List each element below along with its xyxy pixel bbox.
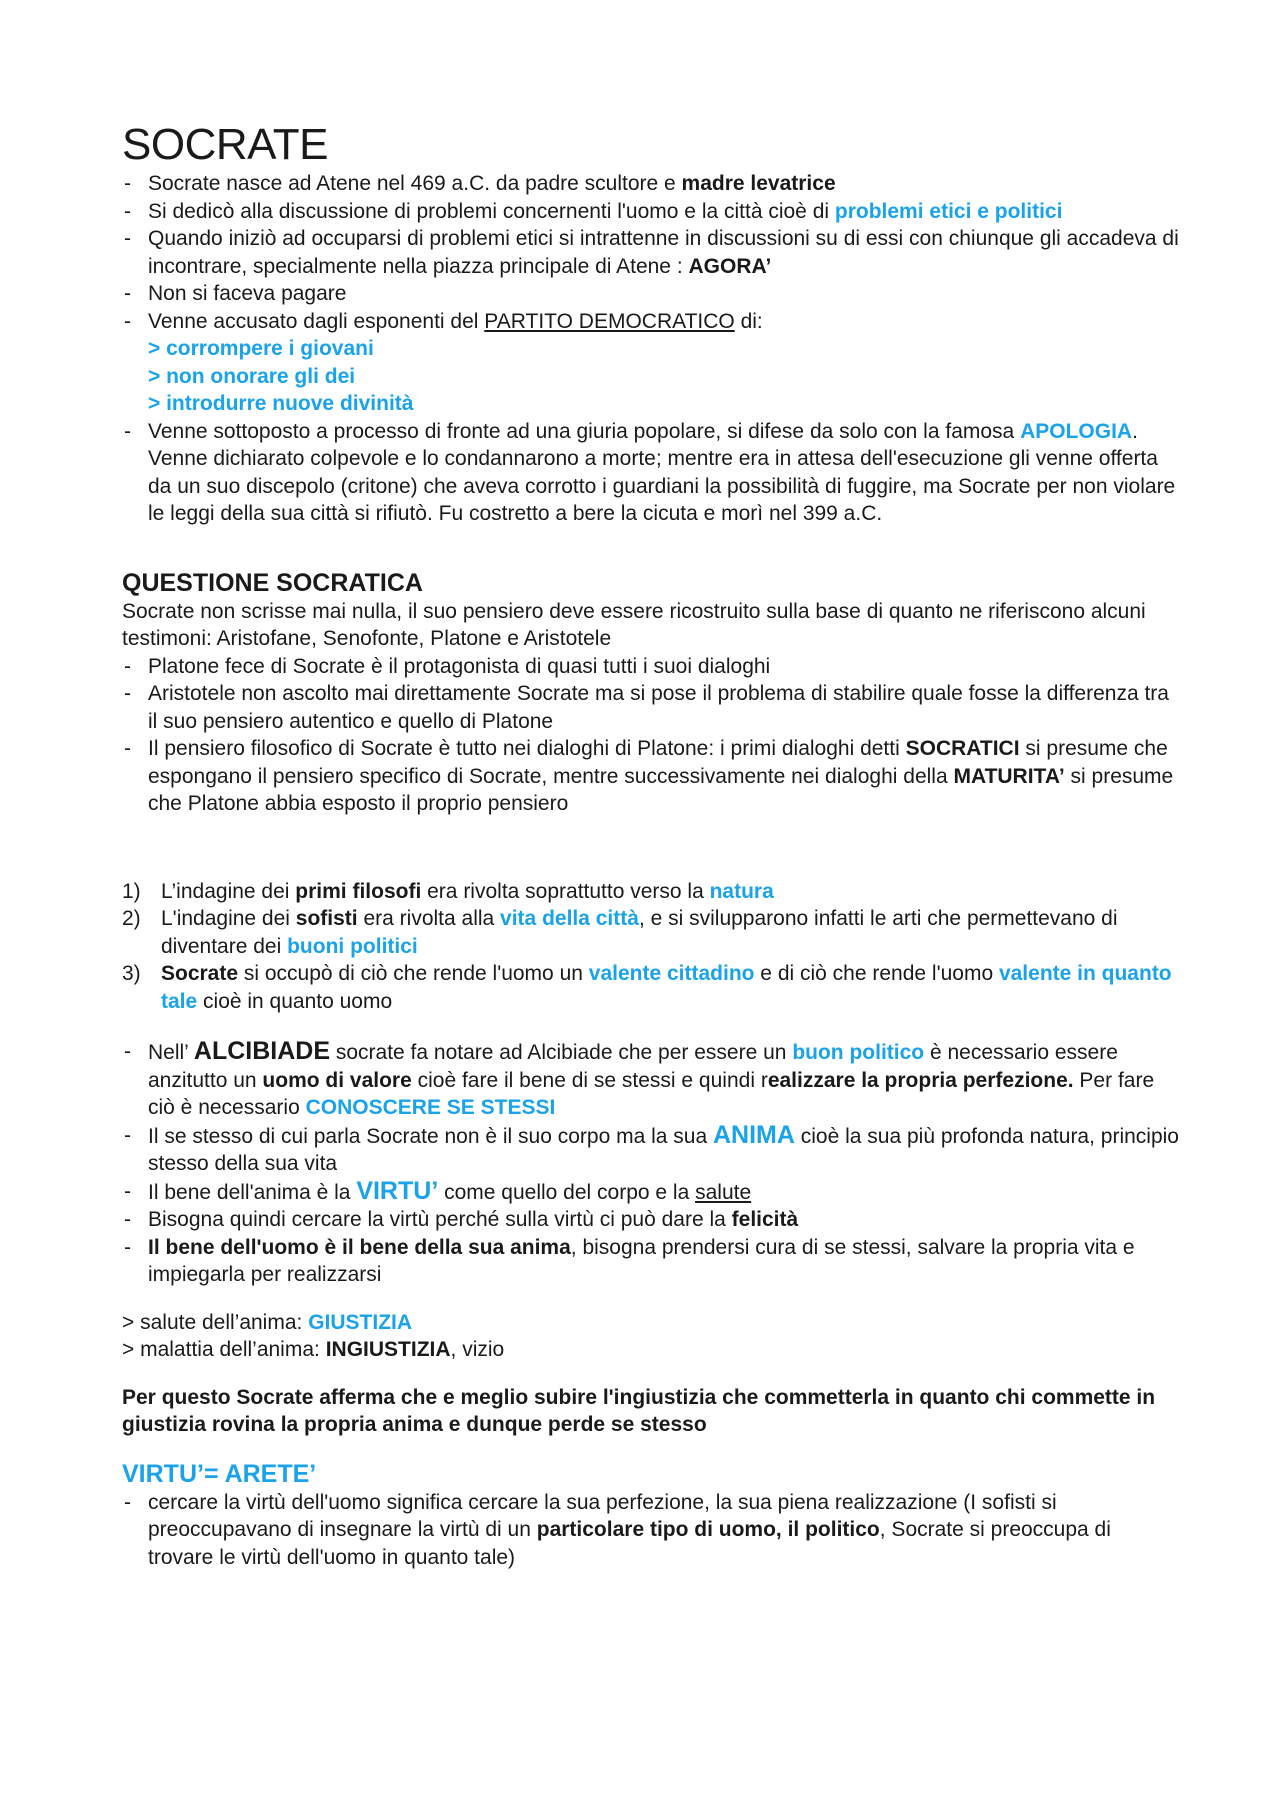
bold-text: SOCRATICI [905, 737, 1020, 760]
list-item [122, 735, 1180, 818]
text: , vizio [450, 1338, 505, 1361]
list-item [122, 1038, 1180, 1122]
bold-text: INGIUSTIZIA [325, 1338, 451, 1361]
list-item [122, 280, 1180, 308]
bold-text: particolare tipo di uomo, il politico [536, 1518, 880, 1541]
highlight-text: valente in quanto tale [161, 962, 1172, 1013]
spacer [122, 1289, 1180, 1309]
list-item [122, 1122, 1180, 1178]
highlight-text: GIUSTIZIA [308, 1310, 413, 1334]
virtu-list [122, 1489, 1180, 1572]
text: Venne accusato dagli esponenti del [148, 309, 485, 333]
list-item [122, 1206, 1180, 1234]
text: Il bene dell'anima è la [148, 1180, 357, 1204]
bold-text: felicità [731, 1208, 799, 1231]
highlight-text: problemi etici e politici [834, 199, 1063, 223]
text: Venne sottoposto a processo di fronte ad una giuria popolare, si difese da solo con la famosa [148, 419, 1021, 443]
section-heading: VIRTU’= ARETE’ [122, 1459, 317, 1488]
list-item [122, 170, 1180, 198]
text: Il pensiero filosofico di Socrate è tutto nei dialoghi di Platone: i primi dialoghi detti [148, 737, 906, 760]
text: cioè fare il bene di se stessi e quindi r [411, 1068, 768, 1092]
list-item [122, 225, 1180, 280]
highlight-text: VIRTU’ [356, 1176, 439, 1205]
text: L’indagine dei [161, 879, 296, 903]
questione-list [122, 653, 1180, 818]
biography-list [122, 170, 1180, 528]
text: , Socrate si preoccupa di trovare le virtù dell'uomo in quanto tale) [148, 1518, 1111, 1569]
underlined-text: PARTITO DEMOCRATICO [484, 309, 735, 333]
list-item [122, 198, 1180, 226]
text: si presume che espongano il pensiero specifico di Socrate, mentre successivamente nei dialoghi della [148, 737, 1168, 788]
highlight-text: buon politico [792, 1041, 925, 1064]
bold-text: Socrate [161, 962, 239, 985]
spacer [122, 528, 1180, 568]
spacer [122, 818, 1180, 878]
text: L'indagine dei [161, 907, 296, 930]
text: , e si svilupparono infatti le arti che permettevano di diventare dei [161, 907, 1118, 958]
highlight-text: vita della città [500, 907, 639, 930]
text: > salute dell’anima: [122, 1310, 309, 1334]
list-item [122, 418, 1180, 528]
highlight-text: ANIMA [712, 1120, 795, 1149]
text: . Venne dichiarato colpevole e lo condannarono a morte; mentre era in attesa dell'esecuzione gli venne offerta da un suo discepolo (critone) che aveva corrotto i guardiani la possibilità di fuggire, ma Socrate per non violare le leggi della sua città si rifiutò. Fu costretto a bere la cicuta e morì nel 399 a.C. [148, 419, 1176, 525]
text: Per fare ciò è necessario [148, 1068, 1155, 1119]
text: era rivolta alla [357, 907, 501, 930]
text: si presume che Platone abbia esposto il proprio pensiero [148, 764, 1174, 815]
bold-text: ealizzare la propria perfezione. [767, 1068, 1074, 1092]
accusation-item: > corrompere i giovani [148, 337, 374, 360]
spacer [122, 1015, 1180, 1038]
text: e di ciò che rende l'uomo [754, 962, 999, 985]
bold-text: uomo di valore [262, 1068, 412, 1092]
section-heading: QUESTIONE SOCRATICA [122, 568, 423, 597]
item-number: 3) [122, 962, 141, 985]
text: socrate fa notare ad Alcibiade che per essere un [330, 1041, 793, 1064]
highlight-text: APOLOGIA [1020, 419, 1133, 443]
spacer [122, 1364, 1180, 1384]
text: è necessario essere anzitutto un [148, 1041, 1118, 1092]
text: , bisogna prendersi cura di se stessi, salvare la propria vita e impiegarla per realizzarsi [148, 1235, 1135, 1286]
accusation-item: > non onorare gli dei [148, 364, 356, 388]
text: era rivolta soprattutto verso la [421, 879, 710, 903]
bold-text: MATURITA’ [953, 764, 1065, 788]
highlight-text: CONOSCERE SE STESSI [305, 1096, 556, 1119]
item-number: 1) [122, 879, 141, 903]
list-item [122, 1234, 1180, 1289]
list-item [122, 878, 1180, 906]
text: cioè la sua più profonda natura, principio stesso della sua vita [148, 1124, 1179, 1175]
list-item [122, 680, 1180, 735]
numbered-list [122, 878, 1180, 1016]
list-item [122, 960, 1180, 1015]
list-item [122, 1178, 1180, 1207]
text: si occupò di ciò che rende l'uomo un [238, 962, 589, 985]
bold-text: madre levatrice [681, 172, 836, 195]
list-item [122, 1489, 1180, 1572]
text: Bisogna quindi cercare la virtù perché sulla virtù ci può dare la [148, 1208, 732, 1231]
list-item [122, 905, 1180, 960]
bold-text: Il bene dell'uomo è il bene della sua anima [148, 1235, 571, 1259]
highlight-text: valente cittadino [588, 962, 755, 985]
bold-text: primi filosofi [295, 879, 422, 903]
bold-text: AGORA’ [688, 254, 772, 278]
list-item [122, 653, 1180, 681]
bold-text: sofisti [295, 907, 358, 930]
text: cioè in quanto uomo [197, 989, 393, 1013]
text: Nell’ [148, 1041, 194, 1064]
text: Quando iniziò ad occuparsi di problemi etici si intrattenne in discussioni su di essi con chiunque gli accadeva di incontrare, specialmente nella piazza principale di Atene : [148, 227, 1179, 278]
text: Socrate nasce ad Atene nel 469 a.C. da padre scultore e [148, 172, 682, 195]
soul-illness-line [122, 1336, 1180, 1364]
underlined-text: salute [695, 1180, 752, 1204]
text: Aristotele non ascolto mai direttamente Socrate ma si pose il problema di stabilire quale fosse la differenza tra il suo pensiero autentico e quello di Platone [148, 682, 1169, 733]
bold-text: ALCIBIADE [193, 1037, 331, 1065]
page-title: SOCRATE [122, 120, 328, 169]
highlight-text: natura [709, 879, 774, 903]
list-item [122, 308, 1180, 418]
accusation-item: > introdurre nuove divinità [148, 392, 414, 415]
spacer [122, 1439, 1180, 1459]
text: Platone fece di Socrate è il protagonista di quasi tutti i suoi dialoghi [148, 654, 771, 678]
text: > malattia dell’anima: [122, 1338, 326, 1361]
text: come quello del corpo e la [438, 1180, 696, 1204]
alcibiade-list [122, 1038, 1180, 1289]
text: di: [734, 309, 763, 333]
text: Si dedicò alla discussione di problemi concernenti l'uomo e la città cioè di [148, 199, 835, 223]
paragraph: Socrate non scrisse mai nulla, il suo pensiero deve essere ricostruito sulla base di quanto ne riferiscono alcuni testimoni: Aristofane, Senofonte, Platone e Aristotele [122, 599, 1146, 650]
text: cercare la virtù dell'uomo significa cercare la sua perfezione, la sua piena realizzazione (I sofisti si preoccupavano di insegnare la virtù di un [148, 1490, 1057, 1541]
text: Non si faceva pagare [148, 282, 347, 305]
highlight-text: buoni politici [287, 934, 418, 958]
conclusion-paragraph: Per questo Socrate afferma che e meglio subire l'ingiustizia che commetterla in quanto chi commette in giustizia rovina la propria anima e dunque perde se stesso [122, 1385, 1156, 1436]
item-number: 2) [122, 907, 141, 930]
text: Il se stesso di cui parla Socrate non è il suo corpo ma la sua [148, 1124, 713, 1148]
soul-health-line [122, 1309, 1180, 1337]
